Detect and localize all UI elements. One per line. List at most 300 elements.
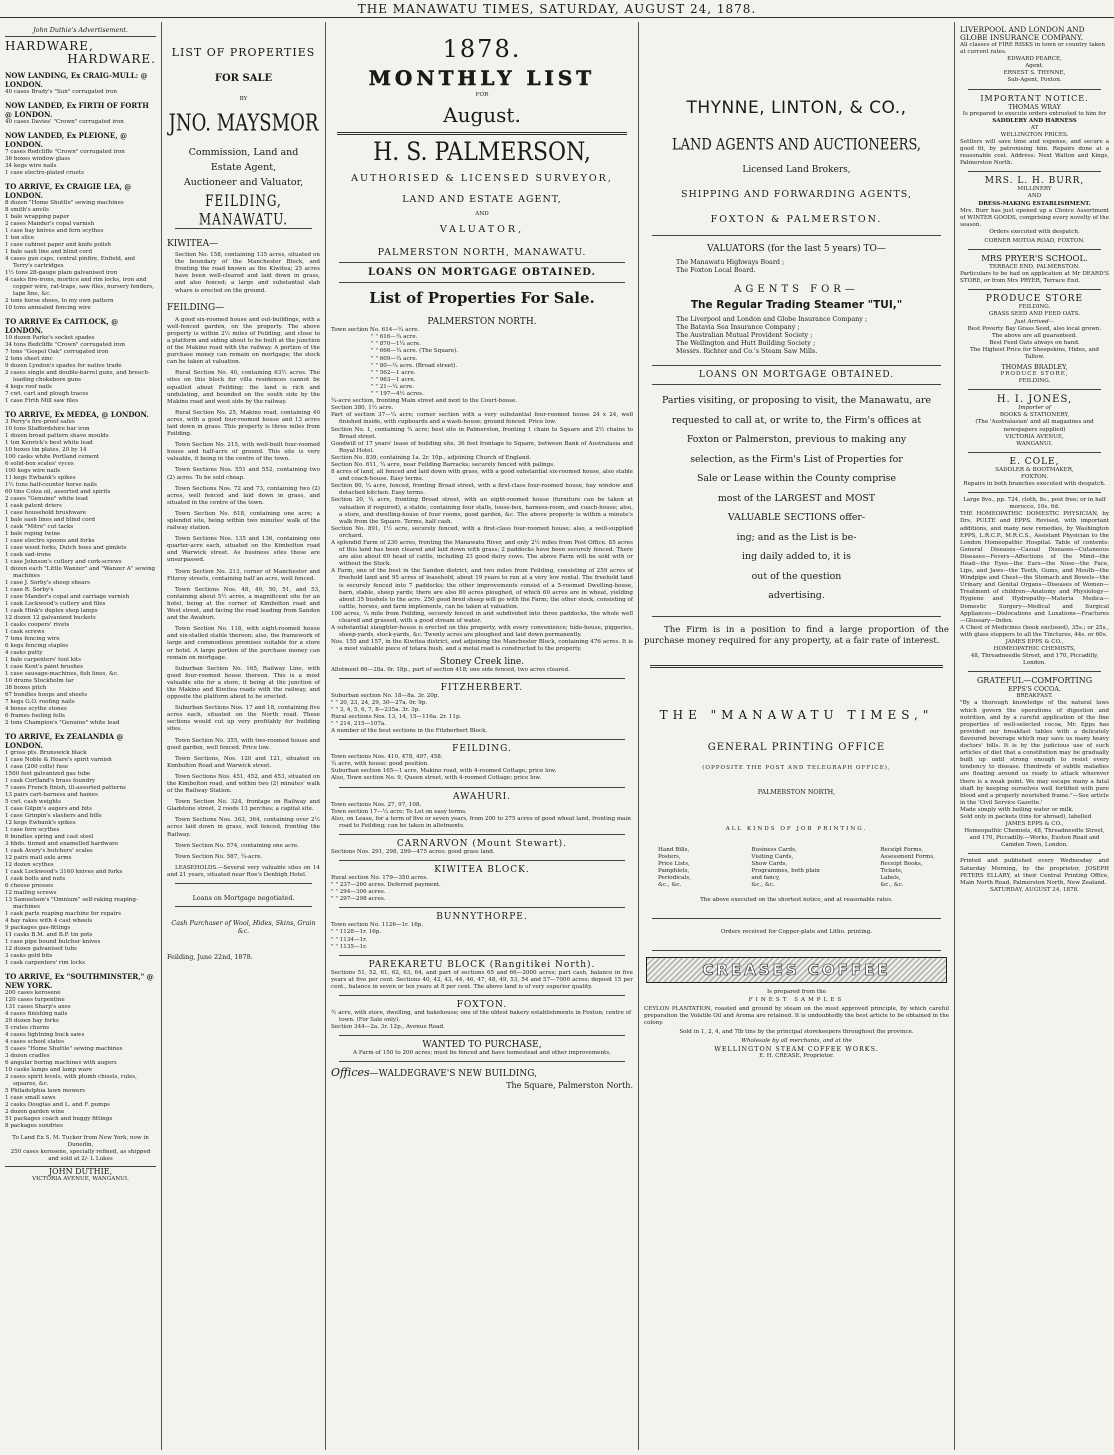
district-line: Town section No. 1126—1r. 16p.: [331, 922, 424, 929]
district-line: Also, Town section No. 9, Queen street, with 4-roomed Cottage; price low.: [331, 775, 542, 782]
shipments-list: [5, 71, 156, 1130]
district-heading: FOXTON.: [456, 1000, 508, 1011]
valuators-heading: VALUATORS (for the last 5 years) TO—: [707, 244, 886, 254]
print-item: Pamphlets,: [658, 867, 690, 874]
pryer-school: MRS PRYER'S SCHOOL.: [981, 254, 1088, 265]
section-line: " " 963—1 acre.: [371, 376, 416, 383]
agency-item: The Australian Mutual Provident Society ;: [676, 331, 813, 339]
just-arrived: Just Arrived—: [1014, 318, 1055, 325]
maysmor-title: LIST OF PROPERTIES: [171, 46, 316, 59]
importer: Importer of: [1018, 405, 1051, 412]
maysmor-desc-line: Auctioneer and Valuator,: [183, 177, 304, 189]
pearce: EDWARD PEARCE,: [1007, 56, 1062, 63]
square-address: The Square, Palmerston North.: [506, 1081, 633, 1091]
shipment-item: 7 cases French finish, ill-assorted patterns: [5, 785, 126, 791]
district-line: Rural sections Nos. 13, 14, 15—116a. 2r. 11p.: [331, 713, 462, 720]
duthie-address: VICTORIA AVENUE, WANGANUI.: [32, 1176, 129, 1183]
property-listing: Town Sections Nos. 551 and 552, containing two (2) acres. To be sold cheap.: [167, 467, 320, 481]
district-heading: CARNARVON (Mount Stewart).: [396, 838, 568, 849]
print-item: Posters,: [658, 853, 681, 860]
breakfast: BREAKFAST.: [1016, 693, 1053, 700]
print-item: Show Cards,: [751, 860, 788, 867]
valuators-list: [644, 258, 949, 274]
shipment-heading: TO ARRIVE, Ex "SOUTHMINSTER," @ NEW YORK.: [5, 972, 154, 990]
shipment-item: 1½ tons half-counter horse nails: [5, 482, 97, 488]
parties-line: VALUABLE SECTIONS offer-: [727, 512, 866, 523]
shipment-item: 8 dozen "Home Shuttle" sewing machines: [5, 200, 124, 206]
shipment-item: 10 tons annealed fencing wire: [5, 305, 91, 311]
shipment-item: 1 bale sash line and blind cord: [5, 249, 93, 255]
shipment-heading: NOW LANDED, Ex FIRTH OF FORTH @ LONDON.: [5, 101, 149, 119]
shipment-item: 6 cheese presses: [5, 883, 54, 889]
property-listing: Town Section No. 215, with well-built four-roomed house and half-acre of ground. This site is very valuable, it being in the centre of the town.: [167, 442, 320, 463]
district-line: Suburban section 165—1 acre, Makino road, with 4-roomed Cottage; price low.: [331, 768, 557, 775]
pearce-role: Agent.: [1025, 63, 1044, 70]
print-item: Labels,: [880, 875, 901, 882]
shipment-item: 1 case Noble & Hoare's spirit varnish: [5, 757, 112, 763]
feilding-properties: [167, 317, 320, 879]
shipment-item: 8 packages sundries: [5, 1123, 63, 1129]
shipment-item: 12 kegs Ewbank's spikes: [5, 820, 76, 826]
shipment-item: 12 dozen 12 galvanized buckets: [5, 615, 96, 621]
shipment-item: 1 case (200 colls) fuse: [5, 764, 69, 770]
divider: [339, 739, 625, 740]
valuator-item: The Manawatu Highways Board ;: [676, 258, 785, 266]
shipment-item: 2 cases "Genuine" white lead: [5, 496, 88, 502]
stoney-text: Allotment 66—28a. 0r. 18p., part of section 418; one side fenced, two acres cleared.: [331, 666, 570, 673]
print-item: &c., &c.: [658, 882, 682, 889]
shipment-item: 1 dozen each "Little Wanzer" and "Wanzer A" sewing machines: [5, 566, 156, 579]
district-paragraph: Sections 51, 52, 61, 62, 63, 64, and part of sections 65 and 66—2000 acres; part cash, balance in five years at five per cent. Sections 40, 42, 43, 44, 46, 47, 48, 49, 53, 54 and 57—7000 acres; deposit 15 per cent., balance in seven or ten years at 8 per cent. The above land is of very superior quality.: [331, 969, 633, 990]
maysmor-desc-line: Commission, Land and: [188, 147, 299, 159]
year: 1878.: [442, 35, 522, 63]
shipment-item: 5 cwt. cash weights: [5, 799, 61, 805]
parties-text: [644, 391, 949, 606]
wray-text: Is prepared to execute orders entrusted to him for: [962, 110, 1107, 117]
shipment-item: 11 kegs Ewbank's spikes: [5, 475, 76, 481]
thynne-role: Sub-Agent, Foxton.: [1007, 77, 1062, 84]
shipment-item: 1 case Johnson's cutlery and cork-screws: [5, 559, 122, 565]
shipment-item: 1 cask screws: [5, 629, 45, 635]
district-line: " " 294—306 acres.: [331, 889, 386, 896]
print-item: &c., &c.: [880, 882, 904, 889]
shipment-heading: NOW LANDING, Ex CRAIG-MULL: @ LONDON.: [5, 71, 148, 89]
homeo-text: THE HOMEOPATHIC DOMESTIC PHYSICIAN, by Drs. PULTE and EPPS. Revised, with important additions, and many new remedies, by Washington EPPS, L.R.C.P., M.R.C.S., Assistant Physician to the London Homeopathic Hospital. Table of contents: General Diseases—Casual Diseases—Cutaneous Diseases—Fevers—Affections of the Mind—the Head—the Eyes—the Ears—the Nose—the Face, Lips, and Jaws—the Teeth, Gums, and Mouth—the Windpipe and Chest—the Stomach and Bowels—the Urinary and Genital Organs—Diseases of Women—Treatment of children—Anatomy and Physiology—Hygiene and Hydropathy—Materia Medica—Domestic Surgery—Medical and Surgical Appliances—Dislocations and Luxations—Fractures—Glossary—Index.: [960, 511, 1109, 624]
parties-line: Foxton or Palmerston, previous to making any: [686, 434, 907, 445]
print-item: Receipt Forms,: [880, 846, 924, 853]
burr-orders: Orders executed with despatch.: [989, 228, 1080, 235]
kiwitea-text: Section No. 158, containing 135 acres, situated on the boundary of the Manchester Block, and fronting the road known as the Kiwitea; 25 acres have been well-cleared and laid down in grass, and also fenced; a large and substantial slab whare is erected on the ground.: [175, 252, 320, 294]
shipment-item: 4 cases school slates: [5, 1039, 64, 1045]
property-paragraph: Part of section 37—¼ acre; corner section with a very substantial four-roomed house 24 x 24, well finished inside, with cupboards and a wash-house; ground fenced. Price low.: [331, 412, 633, 426]
shipment-item: 1 case Mander's copal and carriage varnish: [5, 594, 130, 600]
shipment-item: 2 casks Douglas and L. and F. pumps: [5, 1102, 110, 1108]
job-printing: ALL KINDS OF JOB PRINTING.: [725, 825, 868, 832]
footnote: To Land Ex S. M. Tucker from New York, now in Dunedin,: [12, 1135, 149, 1149]
shipment-item: 1 bale carpenters' tool kits: [5, 657, 82, 663]
property-paragraph: A Farm, one of the best in the Sandon district, and two miles from Feilding, consisting of 259 acres of freehold land and 95 acres of leasehold, about 19 years to run at a very low rental. The freehold land is securely fenced into 7 paddocks; the other improvements consist of a 5-roomed Dwelling-house, barn, stable, sheep yards; there are also 80 acres ploughed, of which 60 acres are in wheat, yielding about 35 bushels to the acre. 250 good bred sheep will go with the Farm; the other stock, consisting of cattle, horses, and farm implements, can be taken at valuation.: [331, 568, 633, 610]
thynne-name: ERNEST S. THYNNE,: [1003, 70, 1066, 77]
maysmor-town: FEILDING, MANAWATU.: [198, 191, 289, 229]
section-line: " " 562—1 acre.: [371, 369, 416, 376]
parties-line: advertising.: [768, 590, 825, 601]
shipment-heading: TO ARRIVE Ex CAITLOCK, @ LONDON.: [5, 317, 119, 335]
property-paragraph: Nos. 155 and 157, in the Kiwitea district, and adjoining the Manchester Block, containing 476 acres. It is a most valuable piece of totara bush, and a metal road is constructed to the property.: [331, 639, 633, 653]
shipment-item: 60 tins Colza oil, assorted and spirits: [5, 489, 111, 495]
shipment-item: 6 angular boring machines with augers: [5, 1060, 117, 1066]
valuator-line: VALUATOR,: [439, 224, 525, 236]
for-sale: FOR SALE: [214, 73, 273, 84]
loans-negotiated: Loans on Mortgage negotiated.: [192, 894, 295, 903]
district-line: Town sections Nos. 410, 478, 497, 458.: [331, 754, 443, 761]
thynne-loans: LOANS ON MORTGAGE OBTAINED.: [698, 370, 895, 380]
hardware-title-2: HARDWARE.: [67, 52, 156, 66]
valuator-item: The Foxton Local Board.: [676, 266, 756, 274]
shipment-item: 9 dozen Lyndon's spades for native trade: [5, 363, 122, 369]
shipment-item: 1 cask Hink's duplex shop lamps: [5, 608, 98, 614]
maysmor-name: JNO. MAYSMOR: [168, 109, 319, 138]
divider: [339, 834, 625, 835]
shipment-item: 1 case electro-plated cruets: [5, 170, 84, 176]
produce-store-2: PRODUCE STORE,: [1000, 371, 1069, 378]
divider: [339, 860, 625, 861]
shipment-item: 1 cask Lockwood's 3160 knives and forks: [5, 869, 123, 875]
shipment-item: 1 cask carpenters' rim locks: [5, 960, 85, 966]
district-line: " " 3, 4, 5, 6, 7, 8—235a. 3r. 3p.: [331, 706, 421, 713]
shipment-item: 40 cases Brady's "Sun" corrugated iron: [5, 89, 117, 95]
print-item: Visiting Cards,: [751, 853, 794, 860]
property-paragraph: Section 80, ¼ acre, fenced, fronting Broad street, with a first-class four-roomed house, bay window and detached kitchen. Easy terms.: [331, 483, 633, 497]
repairs: Repairs in both branches executed with despatch.: [963, 481, 1106, 488]
shipment-item: 4 casks fire-irons, mortice and rim locks, iron and copper wire, rat-traps, saw files, nursery fenders, tape line, &c.: [5, 277, 154, 297]
shipment-item: 1 case sausage-machines, fish lines, &c.: [5, 671, 119, 677]
shipment-heading: TO ARRIVE, Ex CRAIGIE LEA, @ LONDON.: [5, 182, 132, 200]
print-items: [658, 847, 935, 890]
agents-heading: AGENTS FOR—: [734, 284, 859, 295]
print-item: Tickets,: [880, 867, 903, 874]
palmerson-address: PALMERSTON NORTH, MANAWATU.: [377, 247, 587, 259]
shipment-item: 1 case household brushware: [5, 510, 87, 516]
thynne-line-1: LAND AGENTS AND AUCTIONEERS,: [671, 136, 922, 155]
shipment-item: 1 cask Cortland's brass foundry: [5, 778, 96, 784]
wellington-prices: WELLINGTON PRICES.: [1000, 131, 1069, 138]
wray: THOMAS WRAY: [1008, 102, 1061, 111]
property-listing: Town Section No. 355, with two-roomed house and good garden, well fenced. Price low.: [167, 737, 320, 751]
shipment-item: 7 tons fencing wire: [5, 636, 60, 642]
property-listing: Suburban Sections Nos. 17 and 18, containing five acres each, situated on the North road. These sections would cut up very profitably for building sites.: [167, 705, 320, 733]
section-line: " " 666—¼ acre. (The Square).: [371, 348, 459, 355]
shipment-item: 1 case J. Sorby's sheep shears: [5, 580, 91, 586]
print-item: Hand Bills,: [658, 846, 690, 853]
thynne-line-3: SHIPPING AND FORWARDING AGENTS,: [681, 189, 912, 200]
shipment-item: 1 case bay knives and fern scythes: [5, 228, 104, 234]
firm-position: The Firm is in a position to find a large proportion of the purchase money required for any property, at a fair rate of interest.: [644, 624, 949, 646]
shipment-item: 12 pairs mail axle arms: [5, 855, 72, 861]
epps-1: JAMES EPPS & CO.,: [1005, 639, 1064, 645]
section-line: " " 80—¼ acre. (Broad street).: [371, 362, 458, 369]
shipment-item: 1 cask parts reaping machine for repairs: [5, 911, 121, 917]
shipment-item: 29 dozen hay forks: [5, 1018, 59, 1024]
shipment-item: 2 cases single and double-barrel guns, and breech-loading chokebore guns: [5, 370, 150, 383]
cole: E. COLE,: [1009, 456, 1060, 467]
shipment-item: 3 casks gold bits: [5, 953, 53, 959]
shipment-item: 13 pairs cart-harness and hames: [5, 792, 98, 798]
print-item: Price Lists,: [658, 860, 690, 867]
agents-list: [644, 315, 949, 355]
duthie-header: John Duthie's Advertisement.: [5, 26, 156, 37]
district-line: Also, on Lease, for a term of five or seven years, from 200 to 275 acres of good wheat land, fronting main road to Feilding; can be taken in allotments.: [331, 815, 631, 829]
section-palmerston: PALMERSTON NORTH.: [427, 317, 537, 328]
section-line: " " 616—¼ acre.: [371, 334, 418, 341]
shipment-item: 36 boxes window glass: [5, 156, 71, 162]
palmerston-north: PALMERSTON NORTH,: [757, 787, 836, 796]
print-item: Programmes, both plain: [751, 867, 820, 874]
district-heading: KIWITEA BLOCK.: [434, 865, 530, 875]
district-heading: FEILDING.: [452, 744, 512, 755]
other-districts: [331, 678, 633, 1032]
shipment-item: 1 bale wrapping paper: [5, 214, 70, 220]
property-paragraph: Section 380, 1½ acre.: [331, 405, 394, 412]
district-line: ½ acre, with store, dwelling, and bakehouse; one of the oldest bakery establishments in Foxton; centre of town. (For Sale only).: [331, 1010, 632, 1024]
epps-3: 48, Threadneedle Street, and 170, Piccadilly, London.: [970, 653, 1099, 667]
shipment-item: 2 cases spirit levels, with plumb chisels, rules, squares, &c.: [5, 1074, 137, 1087]
section-line: " " 21—¼ acre.: [371, 383, 414, 390]
hardware-title-1: HARDWARE,: [5, 39, 94, 53]
shipment-item: 4 cases finishing nails: [5, 1011, 68, 1017]
shipment-item: 10 casks lamps and lamp ware: [5, 1067, 93, 1073]
section-line: " " 870—1¼ acre.: [371, 341, 421, 348]
print-item: Business Cards,: [751, 846, 797, 853]
district-heading: FITZHERBERT.: [440, 682, 524, 693]
district-line: ¼ acre, with house; good position.: [331, 761, 429, 768]
print-item: &c., &c.: [751, 882, 775, 889]
pryer-text: Particulars to be had on application at Mr DEARD'S STORE, or from Mrs PRYER, Terrace End.: [960, 271, 1109, 285]
shipment-item: 5 Philadelphia lawn mowers: [5, 1088, 85, 1094]
shipment-item: 100 kegs wire nails: [5, 468, 61, 474]
property-listing: Town Section No. 213, corner of Manchester and Fitzroy streets, containing half an acre, well fenced.: [167, 568, 320, 582]
shipment-item: 2 tons sheet zinc: [5, 356, 53, 362]
tui-steamer: The Regular Trading Steamer "TUI,": [690, 299, 903, 311]
shipment-item: 4 hay rakes with 4 cast wheels: [5, 918, 93, 924]
property-paragraph: Section No. 891, 1½ acre, securely fenced, with a first-class four-roomed house; also, a well-supplied orchard.: [331, 525, 633, 539]
divider: [339, 955, 625, 956]
district-line: A number of the best sections in the Fitzherbert Block.: [331, 728, 488, 735]
shipment-heading: TO ARRIVE, Ex MEDEA, @ LONDON.: [5, 410, 149, 419]
divider: [339, 907, 625, 908]
shipment-item: 1 cask "Mitre" cut tacks: [5, 524, 74, 530]
saddlery: SADDLERY AND HARNESS: [992, 117, 1077, 124]
column-duthie: [0, 22, 162, 1450]
wholesale-note: Wholesale by all merchants, and at the: [741, 1038, 852, 1044]
shipment-item: 34 tons Redcliffe "Crown" corrugated iron: [5, 342, 125, 348]
parties-line: ing daily added to, it is: [742, 551, 851, 562]
executed-note: The above executed on the shortest notice, and at reasonable rates.: [700, 897, 893, 904]
shipment-item: 100 casks white Portland cement: [5, 454, 100, 460]
ceylon-text: CEYLON PLANTATION, roasted and ground by steam on the most approved principle, by which careful preparation the Volatile Oil and Aroma are retained. It is undoubtedly the best article to be obtained in the colony.: [644, 1005, 949, 1026]
shipment-item: 1 case small saws: [5, 1095, 56, 1101]
palmerston-paragraphs: [331, 398, 633, 653]
kiwitea-heading: KIWITEA—: [167, 239, 219, 250]
property-listing: Town Sections, Nos. 120 and 121, situated on Kimbolton Road and Warwick street.: [167, 755, 320, 769]
epps-2: HOMEOPATHIC CHEMISTS,: [993, 646, 1076, 653]
feilding-1: FEILDING.: [1018, 304, 1051, 311]
district-heading: BUNNYTHORPE.: [436, 912, 528, 923]
property-paragraph: Section No. 839, containing 1a. 2r. 10p., adjoining Church of England.: [331, 454, 531, 461]
shipment-item: 13 Samuelson's "Omnium" self-raking reaping-machines: [5, 897, 138, 910]
shipment-item: 9 packages gas-fittings: [5, 925, 71, 931]
terrace-end: TERRACE END, PALMERSTON.: [989, 264, 1080, 271]
shipment-item: 1500 feet galvanized gas tube: [5, 771, 91, 777]
district-line: Sections Nos. 291, 298, 299—475 acres; good grass land.: [331, 848, 495, 855]
insurance-heading: LIVERPOOL AND LONDON AND GLOBE INSURANCE COMPANY.: [960, 25, 1085, 42]
agency-item: The Batavia Sea Insurance Company ;: [676, 323, 800, 331]
wanted-text: A Farm of 150 to 200 acres; must be fenced and have homestead and other improvements.: [353, 1050, 611, 1057]
shipment-item: 4 kegs roof nails: [5, 384, 52, 390]
thynne-line-2: Licensed Land Brokers,: [742, 165, 851, 175]
shipment-item: 10 drums Stockholm tar: [5, 678, 74, 684]
creases-coffee-logo: CREASES COFFEE: [646, 957, 947, 983]
parties-line: requested to call at, or write to, the Firm's offices at: [671, 414, 922, 426]
magazines: (The 'Australasian' and all magazines and newspapers supplied): [975, 419, 1094, 433]
property-paragraph: Goodwill of 17 years' lease of building site, 36 feet frontage to Square, between Bank of Australasia and Royal Hotel.: [331, 440, 633, 454]
shipment-item: 1 cask Lockwood's cutlery and files: [5, 601, 106, 607]
property-paragraph: 8 acres of land, all fenced and laid down with grass, with a good substantial six-roomed house, also stable and coach-house. Easy terms.: [331, 469, 633, 483]
best-seed: Best Poverty Bay Grass Seed, also local grown.: [967, 325, 1102, 332]
shipment-item: 1 cask bolts and nuts: [5, 876, 66, 882]
shipment-item: 12 mailing screws: [5, 890, 57, 896]
property-listing: Town Section No. 618, containing one acre; a splendid site, being within two minutes' walk of the railway station.: [167, 510, 320, 532]
district-line: Town section 17—¼ acre; To Let on easy terms.: [331, 808, 467, 815]
shipment-item: 1 case electro spoons and forks: [5, 538, 95, 544]
shipment-item: 10 tons Staffordshire bar iron: [5, 426, 90, 432]
shipment-item: 3 dozen cradles: [5, 1053, 50, 1059]
shipment-item: 2 tons horse shoes, to my own pattern: [5, 298, 114, 304]
victoria-avenue: VICTORIA AVENUE,: [1005, 433, 1064, 440]
shipment-item: 6 solid-box scales' vyces: [5, 461, 74, 467]
property-paragraph: Section 20, ¼ acre, fronting Broad street, with an eight-roomed house (furniture can be taken at valuation if required), a stable, containing four stalls, loose-box, harness-room, and coach-house; also, a store, and dwelling-house of four rooms, good garden, &c. The above property is within a minute's walk from the Square. Terms, half cash.: [331, 497, 633, 525]
prepared-label: Is prepared from the: [766, 989, 827, 996]
and-label: AND: [475, 211, 489, 218]
feed-oats: Best Feed Oats always on hand.: [989, 339, 1080, 346]
district-line: " " 1134—1r.: [331, 936, 367, 943]
maysmor-description: [167, 145, 320, 190]
divider: [339, 678, 625, 679]
district-line: " " 1135—1r.: [331, 943, 367, 950]
homeo-chest: A Chest of Medicines (book enclosed), 35s.; or 25s., with glass stoppers to all the Tinctures, 44s. or 60s.: [960, 624, 1109, 638]
millinery: MILLINERY: [1017, 186, 1052, 193]
property-listing: A good six-roomed house and out-buildings, with a well-fenced garden, on the property. The above property is within 2½ miles of Feilding, and close to a platform and siding about to be built at the junction of the Makino road with the railway. A portion of the purchase money can remain on mortgage; the stock can be taken at valuation.: [167, 316, 320, 366]
shipment-heading: NOW LANDED, Ex PLEIONE, @ LONDON.: [5, 131, 128, 149]
property-listing: Town Sections Nos. 363, 364, containing over 2½ acres laid down in grass, well fenced, fronting the Railway.: [167, 817, 320, 838]
shipment-item: 4 casks putty: [5, 650, 43, 656]
thynne-firm: THYNNE, LINTON, & CO.,: [686, 98, 907, 118]
property-listing: Town Sections Nos. 451, 452, and 453, situated on the Kimbolton road, and within two (2) minutes' walk of the Railway Station.: [167, 773, 320, 795]
at-label: AT: [1030, 124, 1039, 131]
shipment-item: 1 case R. Sorby's: [5, 587, 54, 593]
orders-note: Orders received for Copper-plate and Litho. printing.: [720, 929, 873, 936]
property-paragraph: ¼-acre section, fronting Main street and next to the Court-house.: [331, 398, 518, 405]
shipment-item: 7 cwt. cart and plough traces: [5, 391, 89, 397]
agency-item: Messrs. Richter and Co.'s Steam Saw Mills.: [676, 347, 818, 355]
shipment-item: 7 cases Redcliffe "Crown" corrugated iron: [5, 149, 125, 155]
shipment-item: 10 dozen Parke's socket spades: [5, 335, 95, 341]
shipment-item: 1 ton Kenrick's best white lead: [5, 440, 93, 446]
print-item: and fancy,: [751, 875, 781, 882]
produce-store: PRODUCE STORE: [985, 294, 1084, 305]
property-listing: LEASEHOLDS.—Several very valuable sites on 14 and 21 years, situated near Roe's Denbigh Hotel.: [167, 864, 320, 878]
shipment-item: 11 casks B.M. and B.P. tin pots: [5, 932, 93, 938]
shipment-item: 1 gross pts. Brunswick black: [5, 750, 87, 756]
shipment-item: 1 case Grinpin's slashers and bills: [5, 813, 102, 819]
divider: [339, 995, 625, 996]
district-line: Section 344—2a. 3r. 12p., Avenue Road.: [331, 1024, 445, 1031]
property-listing: Town Sections Nos. 72 and 73, containing two (2) acres, well fenced and laid down in grass, and situated in the centre of the town.: [167, 485, 320, 506]
corner-motoa: CORNER MOTOA ROAD, FOXTON.: [984, 237, 1085, 244]
palmerston-sections: [331, 327, 633, 398]
shipment-item: 1 bale roping twine: [5, 531, 61, 537]
foxton: FOXTON.: [1021, 473, 1048, 480]
shipment-item: 1 case Firth Mill saw files: [5, 398, 79, 404]
shipment-item: 1 case Kent's paint brushes: [5, 664, 83, 670]
agency-item: The Wellington and Hutt Building Society ;: [676, 339, 816, 347]
loans-obtained: LOANS ON MORTGAGE OBTAINED.: [367, 267, 597, 279]
burr-text: Mrs. Burr has just opened up a Choice Assortment of WINTER GOODS, comprising every novelty of the season.: [960, 207, 1109, 228]
column-palmerson: [326, 22, 639, 1450]
district-line: " " 1128—1r. 16p.: [331, 929, 382, 936]
district-line: Rural section No. 179—350 acres.: [331, 875, 429, 881]
property-listing: Rural Section No. 25, Makino road, containing 40 acres, with a good four-roomed house and 13 acres laid down in grass. This property is three miles from Feilding.: [167, 409, 320, 438]
parties-line: Parties visiting, or proposing to visit, the Manawatu, are: [661, 395, 931, 406]
shipment-item: 1 case weed forks, Dutch hoes and gimlets: [5, 545, 127, 551]
parties-line: selection, as the Firm's List of Properties for: [690, 453, 903, 465]
property-listing: Town Section No. 574, containing one acre.: [175, 842, 299, 849]
parties-line: out of the question: [751, 570, 842, 582]
imprint: Printed and published every Wednesday and Saturday Morning, by the proprietor, JOSEPH PETERS ELLARY, at their Central Printing Office, Main North Road, Palmerston North, New Zealand.: [960, 858, 1109, 886]
property-listing: Town Section No. 118, with eight-roomed house and six-stalled stable thereon; also, the framework of large and commodious premises suitable for a store or hotel. A large portion of the purchase money can remain on mortgage.: [167, 626, 320, 661]
cash-purchaser: Cash Purchaser of Wool, Hides, Skins, Grain &c.: [171, 919, 316, 936]
property-paragraph: A substantial slaughter-house is erected on this property, with every convenience; hide-house, piggeries, sheep-yards, stock-yards, &c. Twenty acres are ploughed and laid down permanently.: [331, 625, 633, 639]
finest-samples: FINEST SAMPLES: [748, 996, 845, 1003]
epps-4: JAMES EPPS & CO.,: [1005, 821, 1064, 828]
crease-proprietor: E. H. CREASE, Proprietor.: [759, 1053, 834, 1060]
shipment-item: 1 cask sad-irons: [5, 552, 51, 558]
parties-line: most of the LARGEST and MOST: [717, 492, 876, 504]
shipment-heading: TO ARRIVE, Ex ZEALANDIA @ LONDON.: [5, 732, 124, 750]
feilding-2: FEILDING.: [1018, 378, 1051, 385]
settlers-text: Settlers will save time and expense, and secure a good fit, by patronising him. Repairs done at a reasonable cost. Address: Next Walton and Kings, Palmerston North.: [960, 138, 1109, 167]
shipment-item: 1 cask patent driers: [5, 503, 62, 509]
shipment-item: 1½ tons 28-gauge plain galvanised iron: [5, 270, 118, 276]
district-line: " " 297—298 acres.: [331, 896, 386, 903]
imprint-date: SATURDAY, AUGUST 24, 1878.: [989, 886, 1079, 893]
shipment-item: 120 cases turpentine: [5, 997, 65, 1003]
shipment-item: 12 dozen galvanised tubs: [5, 946, 77, 952]
shipment-item: 1 cask Avery's butchers' scales: [5, 848, 93, 854]
sold-note: Sold in 1, 2, 4, and 7lb tins by the principal storekeepers throughout the province.: [679, 1028, 914, 1035]
printing-office: GENERAL PRINTING OFFICE: [707, 741, 886, 753]
offices-label: Offices: [331, 1066, 370, 1080]
section-line: " " 197—4½ acres.: [371, 391, 424, 398]
property-listing: Rural Section No. 40, containing 63½ acres. The sites on this block for villa residences cannot be equalled about Feilding; the land is rich and undulating, and bounded on the south side by the Makino road and west side by the railway.: [167, 370, 320, 405]
shipment-item: 131 cases Sharp's axes: [5, 1004, 71, 1010]
burr: MRS. L. H. BURR,: [984, 176, 1085, 187]
opposite-post: (OPPOSITE THE POST AND TELEGRAPH OFFICE),: [702, 764, 891, 771]
district-line: " " 237—260 acres. Deferred payment.: [331, 882, 441, 889]
property-listing: Suburban Section No. 165, Railway Line, with good four-roomed house thereon. This is a most valuable site for a store, it being at the junction of the Makino and Kiwitea roads with the railway, and opposite the platform about to be erected.: [167, 665, 320, 701]
shipment-item: 7 tons "Gospel Oak" corrugated iron: [5, 349, 109, 355]
shipment-item: 40 cases Davies' "Crown" corrugated iron: [5, 119, 124, 125]
times-heading: THE "MANAWATU TIMES,": [659, 707, 934, 722]
